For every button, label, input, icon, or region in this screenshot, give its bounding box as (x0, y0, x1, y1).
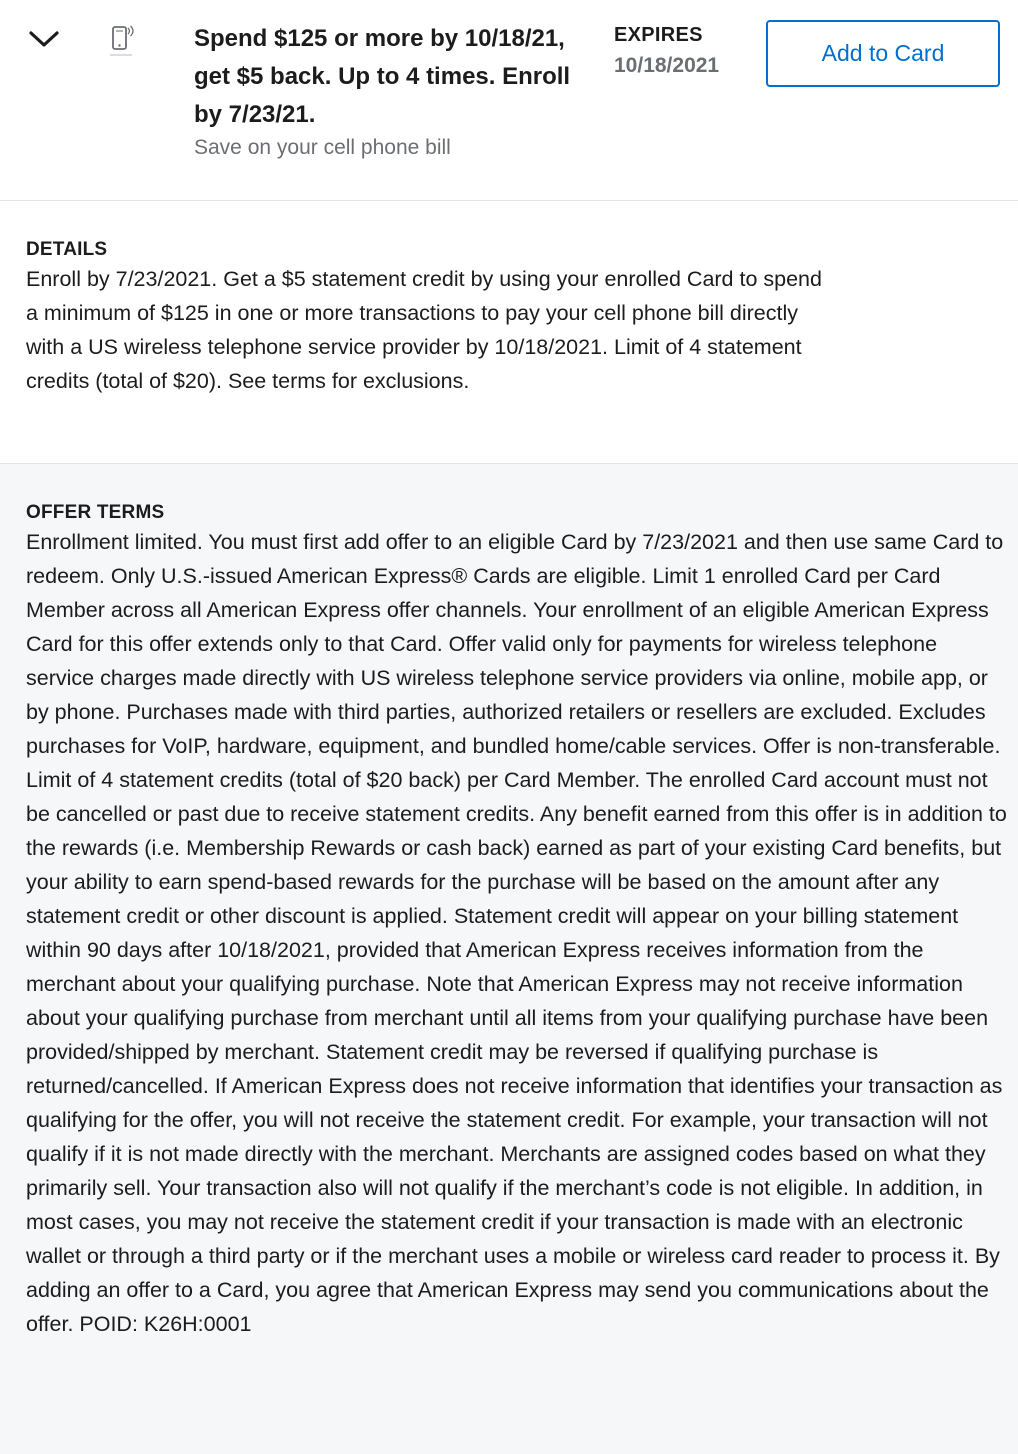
add-to-card-button[interactable]: Add to Card (766, 20, 1000, 87)
offer-terms-section (0, 464, 1018, 1454)
offer-terms-heading: OFFER TERMS (26, 502, 165, 523)
chevron-down-icon[interactable] (28, 28, 60, 50)
expires-label: EXPIRES (614, 24, 703, 46)
details-section (0, 201, 1018, 464)
details-text: Enroll by 7/23/2021. Get a $5 statement credit by using your enrolled Card to spend a minimum of $125 in one or more transactions to pay your cell phone bill directly with a US wireless telephone service provider by 10/18/2021. Limit of 4 statement credits (total of $20). See terms for exclusions. (26, 267, 822, 393)
details-heading: DETAILS (26, 239, 108, 260)
expires-date: 10/18/2021 (614, 54, 720, 77)
offer-title: Spend $125 or more by 10/18/21, get $5 back. Up to 4 times. Enroll by 7/23/21. (194, 25, 571, 128)
offer-subtitle: Save on your cell phone bill (194, 136, 451, 159)
offer-terms-text: Enrollment limited. You must first add offer to an eligible Card by 7/23/2021 and then use same Card to redeem. Only U.S.-issued American Express® Cards are eligible. Limit 1 enrolled Card per Card Member across all American Express offer channels. Your enrollment of an eligible American Express Card for this offer extends only to that Card. Offer valid only for payments for wireless telephone service charges made directly with US wireless telephone service providers via online, mobile app, or by phone. Purchases made with third parties, authorized retailers or resellers are excluded. Excludes purchases for VoIP, hardware, equipment, and bundled home/cable services. Offer is non-transferable. Limit of 4 statement credits (total of $20 back) per Card Member. The enrolled Card account must not be cancelled or past due to receive statement credits. Any benefit earned from this offer is in addition to the rewards (i.e. Membership Rewards or cash back) earned as part of your existing Card benefits, but your ability to earn spend-based rewards for the purchase will be based on the amount after any statement credit or other discount is applied. Statement credit will appear on your billing statement within 90 days after 10/18/2021, provided that American Express receives information from the merchant about your qualifying purchase. Note that American Express may not receive information about your qualifying purchase from merchant until all items from your qualifying purchase have been provided/shipped by merchant. Statement credit may be reversed if qualifying purchase is returned/cancelled. If American Express does not receive information that identifies your transaction as qualifying for the offer, you will not receive the statement credit. For example, your transaction will not qualify if it is not made directly with the merchant. Merchants are assigned codes based on what they primarily sell. Your transaction also will not qualify if the merchant’s code is not eligible. In addition, in most cases, you may not receive the statement credit if your transaction is made with an electronic wallet or through a third party or if the merchant uses a mobile or wireless card reader to process it. By adding an offer to a Card, you agree that American Express may send you communications about the offer. POID: K26H:0001 (26, 530, 1007, 1336)
offer-header (0, 0, 1018, 201)
cell-phone-icon (104, 22, 138, 62)
